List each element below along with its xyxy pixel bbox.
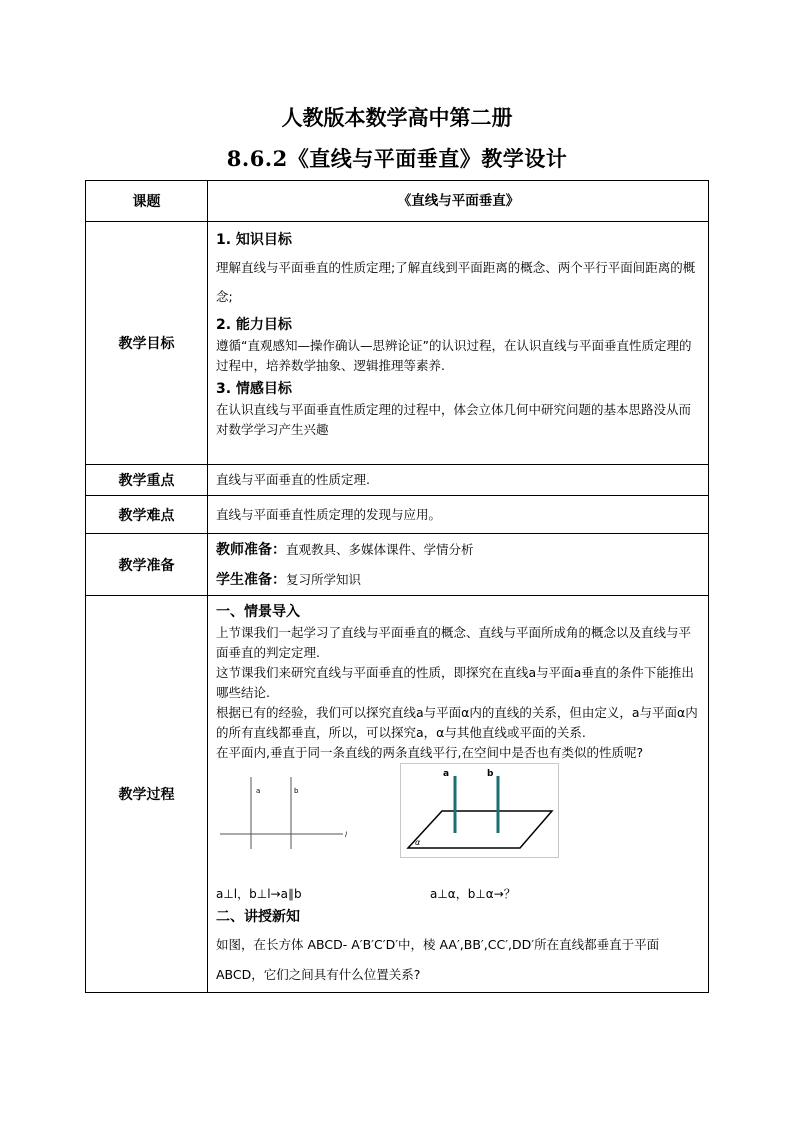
row-process: [86, 596, 709, 993]
fig1-label-a: a: [256, 787, 261, 795]
knowledge-heading: 1. 知识目标: [216, 232, 292, 248]
document-title: 人教版本数学高中第二册: [281, 105, 513, 130]
teacher-prep-label: 教师准备：: [216, 541, 286, 558]
row-difficulty: [86, 496, 709, 534]
lesson-plan-table: [85, 180, 709, 993]
document-subtitle: 8.6.2《直线与平面垂直》教学设计: [226, 146, 568, 171]
figure-space-perpendicular-lines: [400, 763, 560, 859]
key-point-value: 直线与平面垂直的性质定理.: [208, 465, 709, 496]
new-knowledge-paragraph: 如图，在长方体 ABCD- A′B′C′D′中，棱 AA′,BB′,CC′,DD′所在直线都垂直于平面 ABCD，它们之间具有什么位置关系?: [216, 937, 660, 982]
topic-label: 课题: [86, 181, 208, 222]
intro-paragraph-2: 这节课我们来研究直线与平面垂直的性质，即探究在直线a与平面a垂直的条件下能推出哪些结论.: [216, 665, 694, 700]
objectives-label: 教学目标: [86, 222, 208, 465]
key-point-label: 教学重点: [86, 465, 208, 496]
ability-text: 遵循“直观感知—操作确认—思辨论证”的认识过程，在认识直线与平面垂直性质定理的过程中，培养数学抽象、逻辑推理等素养.: [216, 338, 692, 373]
fig2-label-a: a: [443, 769, 450, 779]
figure-captions: [216, 885, 701, 903]
row-topic: [86, 181, 709, 222]
difficulty-label: 教学难点: [86, 496, 208, 534]
fig2-label-b: b: [487, 769, 494, 779]
row-key-point: [86, 465, 709, 496]
intro-paragraph-3: 根据已有的经验，我们可以探究直线a与平面α内的直线的关系，但由定义，a与平面α内的所有直线都垂直，所以，可以探究a，α与其他直线或平面的关系.: [216, 705, 698, 740]
intro-paragraph-1: 上节课我们一起学习了直线与平面垂直的概念、直线与平面所成角的概念以及直线与平面垂直的判定定理.: [216, 625, 692, 660]
preparation-label: 教学准备: [86, 534, 208, 596]
section1-heading: 一、情景导入: [216, 604, 300, 620]
difficulty-value: 直线与平面垂直性质定理的发现与应用。: [208, 496, 709, 534]
caption-1: a⊥l，b⊥l→a∥b: [216, 887, 302, 901]
topic-cell: [208, 181, 709, 222]
knowledge-text: 理解直线与平面垂直的性质定理;了解直线到平面距离的概念、两个平行平面间距离的概念;: [216, 260, 696, 304]
caption-2: a⊥α，b⊥α→？: [430, 887, 516, 901]
topic-value: 《直线与平面垂直》: [397, 193, 520, 209]
objectives-cell: [208, 222, 709, 465]
fig2-label-alpha: α: [415, 838, 421, 847]
teacher-prep-value: 直观教具、多媒体课件、学情分析: [286, 541, 474, 557]
ability-heading: 2. 能力目标: [216, 317, 292, 333]
emotion-heading: 3. 情感目标: [216, 381, 292, 397]
row-preparation: [86, 534, 709, 596]
section2-heading: 二、讲授新知: [216, 909, 300, 925]
fig1-label-l: l: [345, 831, 347, 839]
preparation-cell: [208, 534, 709, 596]
fig1-label-b: b: [294, 787, 299, 795]
intro-paragraph-4: 在平面内,垂直于同一条直线的两条直线平行,在空间中是否也有类似的性质呢?: [216, 745, 644, 760]
process-label: 教学过程: [86, 596, 208, 993]
process-cell: [208, 596, 709, 993]
figures: [216, 767, 701, 885]
student-prep-label: 学生准备：: [216, 571, 286, 588]
row-objectives: [86, 222, 709, 465]
figure-plane-parallel-lines: [216, 769, 351, 857]
student-prep-value: 复习所学知识: [286, 571, 362, 587]
emotion-text: 在认识直线与平面垂直性质定理的过程中，体会立体几何中研究问题的基本思路没从而对数学学习产生兴趣: [216, 402, 692, 437]
